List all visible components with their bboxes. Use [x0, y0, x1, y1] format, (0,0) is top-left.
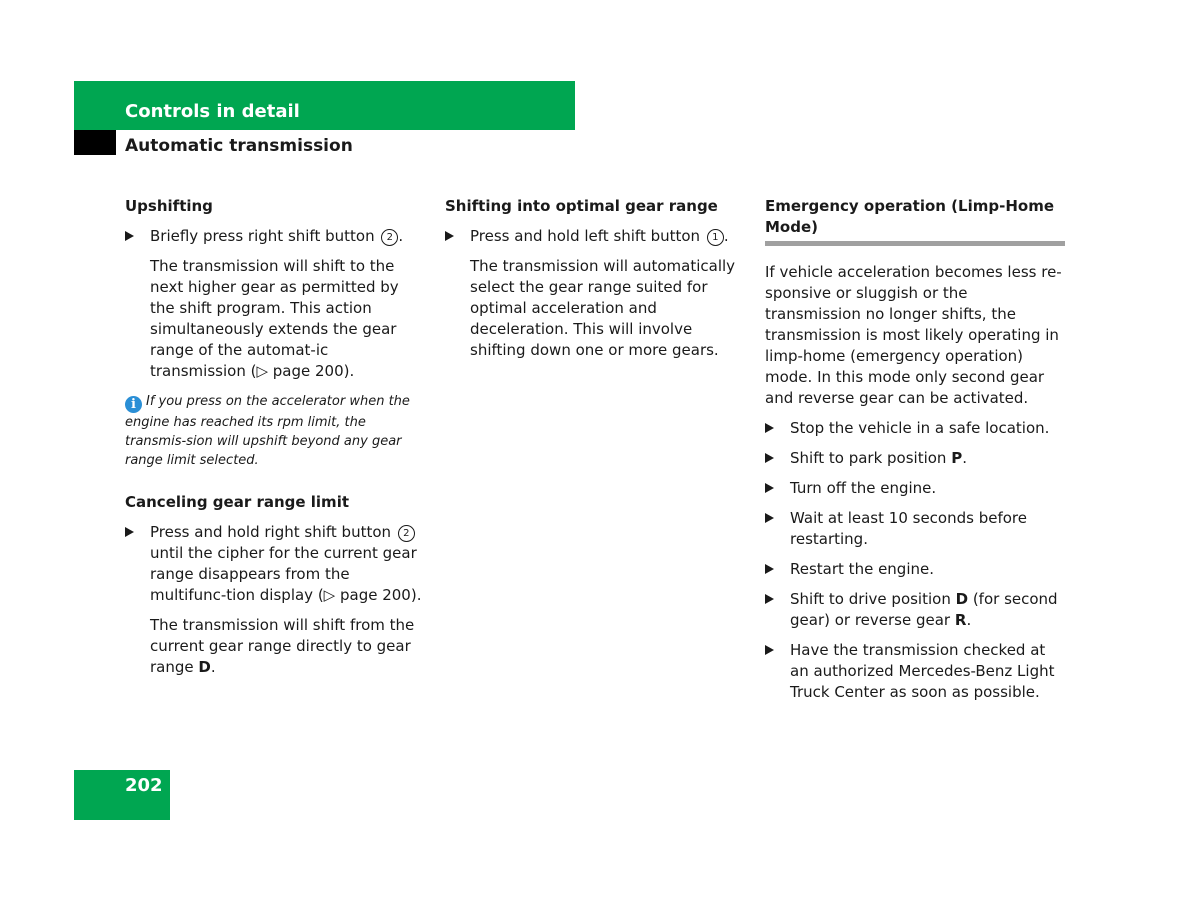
- upshifting-step-text: Briefly press right shift button: [150, 227, 375, 245]
- page-reference-link[interactable]: page 200: [335, 586, 411, 604]
- circled-number-icon: 1: [707, 229, 724, 246]
- play-arrow-icon: [765, 564, 774, 574]
- limp-home-intro: If vehicle acceleration becomes less re-sponsive or sluggish or the transmission no longer shifts, the transmission is most likely operating in limp-home (emergency operation) mode. In this mode only second gear and reverse gear can be activated.: [765, 263, 1062, 407]
- canceling-step-text: Press and hold right shift button: [150, 523, 392, 541]
- circled-number-icon: 2: [381, 229, 398, 246]
- column-3: [765, 196, 1065, 712]
- limp-home-step: [765, 448, 1065, 469]
- limp-home-step-text: Restart the engine.: [790, 560, 934, 578]
- info-note-text: If you press on the accelerator when the engine has reached its rpm limit, the transmis-sion will upshift beyond any gear range limit selected.: [125, 394, 410, 468]
- canceling-result-text: The transmission will shift from the current gear range directly to gear range: [150, 616, 415, 676]
- upshifting-step-end: .: [398, 227, 404, 245]
- play-arrow-icon: [765, 453, 774, 463]
- limp-home-step: [765, 418, 1065, 439]
- canceling-step: [125, 522, 425, 606]
- info-note: [125, 392, 425, 470]
- optimal-gear-heading: Shifting into optimal gear range: [445, 197, 718, 215]
- play-arrow-icon: [765, 513, 774, 523]
- optimal-gear-step-text: Press and hold left shift button: [470, 227, 701, 245]
- info-icon: i: [125, 396, 142, 413]
- limp-home-step: [765, 589, 1065, 631]
- circled-number-icon: 2: [398, 525, 415, 542]
- optimal-gear-step: [445, 226, 745, 247]
- optimal-gear-result: The transmission will automatically select the gear range suited for optimal acceleration and deceleration. This will involve shifting down one or more gears.: [470, 257, 736, 359]
- column-1: [125, 196, 425, 687]
- gear-label: D: [198, 658, 211, 676]
- subsection-title: Automatic transmission: [125, 136, 353, 156]
- upshifting-result: [125, 256, 425, 382]
- upshifting-result-text: The transmission will shift to the next higher gear as permitted by the shift program. This action simultaneously extends the gear range of the automat-ic transmission (: [150, 257, 399, 380]
- section-tab-marker: [74, 130, 116, 155]
- optimal-gear-step-end: .: [723, 227, 729, 245]
- canceling-result-end: .: [210, 658, 216, 676]
- play-arrow-icon: [125, 527, 134, 537]
- upshifting-result-end: ).: [343, 362, 355, 380]
- play-arrow-icon: [445, 231, 454, 241]
- limp-home-step-end: .: [966, 611, 972, 629]
- limp-home-step-text: Have the transmission checked at an authorized Mercedes-Benz Light Truck Center as soon as possible.: [790, 641, 1055, 701]
- canceling-step-text-2: until the cipher for the current gear range disappears from the multifunc-tion display (: [150, 544, 417, 604]
- limp-home-step: [765, 508, 1065, 550]
- page-number: 202: [125, 775, 163, 796]
- limp-home-step-text: Shift to drive position: [790, 590, 956, 608]
- limp-home-step-text: Wait at least 10 seconds before restarting.: [790, 509, 1027, 548]
- play-arrow-icon: [765, 423, 774, 433]
- play-arrow-icon: [125, 231, 134, 241]
- page-reference-arrow-icon: ▷: [323, 586, 336, 604]
- upshifting-step: [125, 226, 425, 247]
- limp-home-heading: Emergency operation (Limp-Home Mode): [765, 196, 1065, 246]
- column-2: [445, 196, 745, 370]
- limp-home-step: [765, 559, 1065, 580]
- play-arrow-icon: [765, 483, 774, 493]
- gear-label: P: [951, 449, 963, 467]
- gear-label: D: [955, 590, 969, 608]
- canceling-result: [125, 615, 425, 678]
- limp-home-step: [765, 478, 1065, 499]
- play-arrow-icon: [765, 645, 774, 655]
- limp-home-step: [765, 640, 1065, 703]
- play-arrow-icon: [765, 594, 774, 604]
- limp-home-step-text: Shift to park position: [790, 449, 952, 467]
- limp-home-step-text-2: (for second gear) or reverse gear: [790, 590, 1058, 629]
- limp-home-step-text: Stop the vehicle in a safe location.: [790, 419, 1050, 437]
- upshifting-heading: Upshifting: [125, 197, 213, 215]
- limp-home-step-end: .: [962, 449, 967, 467]
- canceling-heading: Canceling gear range limit: [125, 493, 350, 511]
- page-reference-arrow-icon: ▷: [256, 362, 268, 380]
- canceling-step-end: ).: [410, 586, 422, 604]
- gear-label: R: [954, 611, 967, 629]
- limp-home-step-text: Turn off the engine.: [790, 479, 937, 497]
- section-title: Controls in detail: [125, 101, 300, 122]
- page-reference-link[interactable]: page 200: [268, 362, 344, 380]
